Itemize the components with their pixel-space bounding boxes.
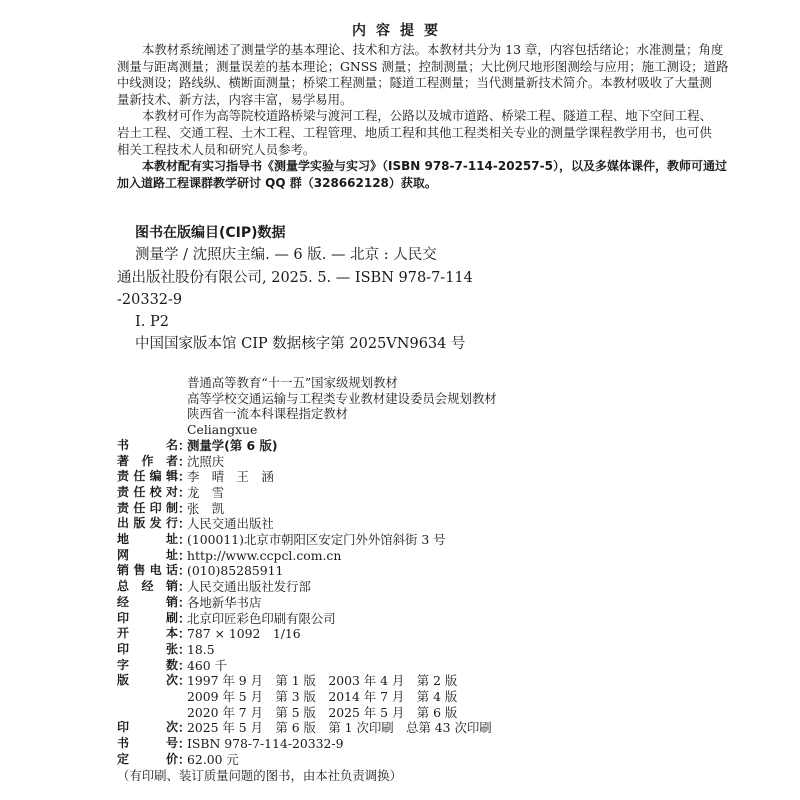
content-summary [117,42,729,191]
row-value: 北京印匠彩色印刷有限公司 [187,610,336,626]
row-colon: ： [178,469,191,485]
row-colon: ： [178,720,191,736]
cip-line: -20332-9 [117,291,183,308]
summary-line: 本教材系统阐述了测量学的基本理论、技术和方法。本教材共分为 13 章，内容包括绪论；水准测量；角度 [142,42,724,57]
row-value: 18.5 [187,641,215,657]
row-colon: ： [178,516,191,532]
row-value: 人民交通出版社发行部 [187,579,311,595]
cip-data-block [117,222,537,356]
row-colon: ： [178,532,191,548]
cip-heading: 图书在版编目(CIP)数据 [135,225,286,241]
summary-line: 相关工程技术人员和研究人员参考。 [117,141,316,157]
page-title: 内容提要 [352,23,448,39]
row-label: 书号 [117,736,178,751]
colophon-row [117,454,717,470]
row-value: 李 晴 王 涵 [187,469,274,485]
row-value: 62.00 元 [187,751,239,767]
row-value: 2020 年 7 月 第 5 版 2025 年 5 月 第 6 版 [187,704,458,720]
colophon-row [117,595,717,611]
row-colon: ： [178,594,191,610]
row-value: ISBN 978-7-114-20332-9 [187,736,344,752]
row-colon: ： [178,437,191,453]
row-label: 网址 [117,547,178,562]
colophon-row [117,548,717,564]
cip-line: 通出版社股份有限公司, 2025. 5. — ISBN 978-7-114 [117,269,473,286]
row-value: 人民交通出版社 [187,516,274,532]
row-label: 著作者 [117,453,178,468]
row-label: 版次 [117,673,178,688]
row-label: 销售电话 [117,563,178,578]
colophon-row [117,485,717,501]
row-colon: ： [178,736,191,752]
colophon-row [117,532,717,548]
row-label: 出版发行 [117,516,178,531]
colophon-row [117,673,717,689]
series-line: 陕西省一流本科课程指定教材 [187,406,349,422]
row-label: 印张 [117,641,178,656]
colophon-row [117,689,717,705]
row-label: 责任校对 [117,484,178,499]
summary-line: 本教材可作为高等院校道路桥梁与渡河工程，公路以及城市道路、桥梁工程、隧道工程、地下空间工程、 [142,108,712,124]
row-label: 责任印制 [117,500,178,515]
colophon-row [117,736,717,752]
row-value: 2025 年 5 月 第 6 版 第 1 次印刷 总第 43 次印刷 [187,720,492,736]
summary-line: 量新技术、新方法，内容丰富，易学易用。 [117,91,353,107]
cip-line: 中国国家版本馆 CIP 数据核字第 2025VN9634 号 [135,336,466,353]
colophon-row [117,705,717,721]
summary-line: 测量与距离测量；测量误差的基本理论；GNSS 测量；控制测量；大比例尺地形图测绘与应用；施工测设；道路 [117,58,729,74]
summary-line: 本教材配有实习指导书《测量学实验与实习》（ISBN 978-7-114-20257-5），以及多媒体课件，教师可通过 [142,159,727,174]
colophon-row [117,658,717,674]
series-line: 高等学校交通运输与工程类专业教材建设委员会规划教材 [187,390,497,406]
row-colon: ： [178,751,191,767]
row-colon: ： [178,484,191,500]
colophon-row [117,720,717,736]
row-value: 各地新华书店 [187,594,262,610]
row-value: 787 × 1092 1/16 [187,626,301,642]
colophon-row [117,752,717,768]
row-value: http://www.ccpcl.com.cn [187,547,342,563]
colophon-row [117,642,717,658]
row-value: 龙 雪 [187,484,225,500]
summary-line: 岩土工程、交通工程、土木工程、工程管理、地质工程和其他工程类相关专业的测量学课程教学用书，也可供 [117,124,712,140]
row-value: 2009 年 5 月 第 3 版 2014 年 7 月 第 4 版 [187,689,458,705]
row-label: 定价 [117,751,178,766]
row-label: 总经销 [117,579,178,594]
row-colon: ： [178,500,191,516]
row-label: 印次 [117,720,178,735]
colophon-row [117,469,717,485]
row-colon: ： [178,610,191,626]
colophon-row [117,626,717,642]
series-line: Celiangxue [187,422,258,438]
series-line: 普通高等教育“十一五”国家级规划教材 [187,375,398,390]
colophon [117,375,717,783]
colophon-row [117,579,717,595]
colophon-rows [117,438,717,768]
row-value: 1997 年 9 月 第 1 版 2003 年 4 月 第 2 版 [187,673,458,689]
row-colon: ： [178,641,191,657]
cip-line: 测量学 / 沈照庆主编. — 6 版. — 北京 : 人民交 [135,247,437,264]
row-colon: ： [178,453,191,469]
row-label: 经销 [117,594,178,609]
row-colon: ： [178,579,191,595]
row-colon: ： [178,673,191,689]
quality-note: （有印刷、装订质量问题的图书，由本社负责调换） [117,767,402,783]
row-colon: ： [178,563,191,579]
row-label: 地址 [117,532,178,547]
row-value: (010)85285911 [187,563,284,579]
row-label: 责任编辑 [117,469,178,484]
colophon-row [117,516,717,532]
row-colon: ： [178,547,191,563]
row-value: 沈照庆 [187,453,225,469]
colophon-row [117,501,717,517]
colophon-row [117,563,717,579]
row-value: 测量学(第 6 版) [187,437,278,453]
summary-line: 加入道路工程课群教学研讨 QQ 群（328662128）获取。 [117,175,437,190]
row-label: 开本 [117,626,178,641]
row-colon: ： [178,657,191,673]
cip-line: Ⅰ. P2 [135,314,169,331]
row-label: 字数 [117,657,178,672]
row-value: (100011)北京市朝阳区安定门外外馆斜街 3 号 [187,532,446,548]
summary-line: 中线测设；路线纵、横断面测量；桥梁工程测量；隧道工程测量；当代测量新技术简介。本教材吸收了大量测 [117,75,712,91]
row-colon: ： [178,626,191,642]
colophon-row [117,611,717,627]
row-label: 印刷 [117,610,178,625]
row-label: 书名 [117,437,178,452]
colophon-row [117,438,717,454]
row-value: 张 凯 [187,500,225,516]
row-value: 460 千 [187,657,227,673]
